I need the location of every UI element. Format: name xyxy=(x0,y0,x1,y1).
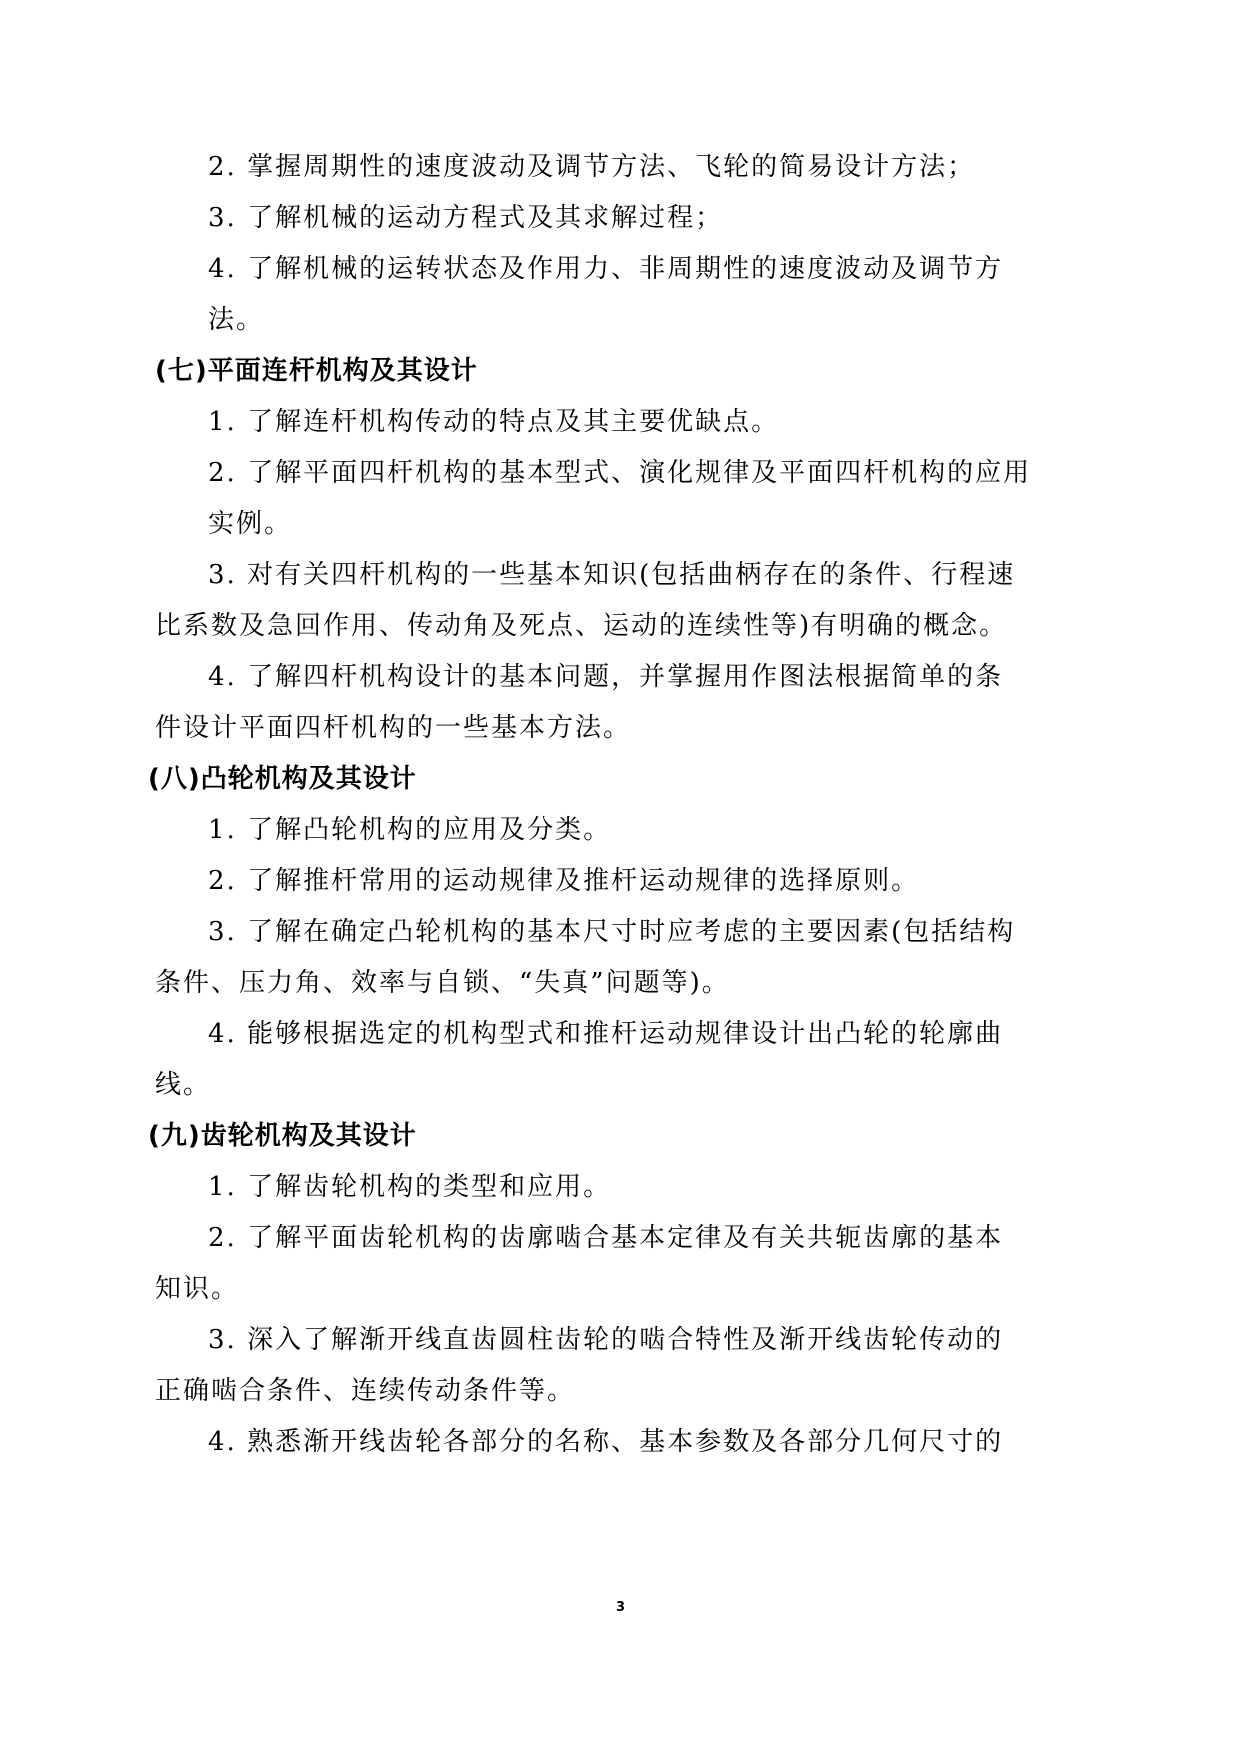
section-heading: (九)齿轮机构及其设计 xyxy=(148,1121,417,1151)
section-heading: (七)平面连杆机构及其设计 xyxy=(155,356,478,386)
list-item: 4. 了解四杆机构设计的基本问题，并掌握用作图法根据简单的条 xyxy=(208,662,1004,692)
list-item: 3. 深入了解渐开线直齿圆柱齿轮的啮合特性及渐开线齿轮传动的 xyxy=(208,1325,1004,1355)
list-item: 2. 了解平面齿轮机构的齿廓啮合基本定律及有关共轭齿廓的基本 xyxy=(208,1223,1004,1253)
list-item: 3. 了解机械的运动方程式及其求解过程； xyxy=(208,203,724,233)
list-item-continuation: 件设计平面四杆机构的一些基本方法。 xyxy=(155,713,632,743)
list-item-continuation: 条件、压力角、效率与自锁、“失真”问题等)。 xyxy=(155,968,730,998)
page-number: 3 xyxy=(615,1600,626,1615)
list-item-continuation: 比系数及急回作用、传动角及死点、运动的连续性等)有明确的概念。 xyxy=(155,611,1008,641)
list-item-continuation: 法。 xyxy=(208,305,265,335)
list-item: 4. 能够根据选定的机构型式和推杆运动规律设计出凸轮的轮廓曲 xyxy=(208,1019,1004,1049)
section-heading: (八)凸轮机构及其设计 xyxy=(148,764,417,794)
list-item: 4. 了解机械的运转状态及作用力、非周期性的速度波动及调节方 xyxy=(208,254,1004,284)
list-item: 2. 了解推杆常用的运动规律及推杆运动规律的选择原则。 xyxy=(208,866,920,896)
list-item: 2. 掌握周期性的速度波动及调节方法、飞轮的简易设计方法； xyxy=(208,152,976,182)
list-item: 3. 对有关四杆机构的一些基本知识(包括曲柄存在的条件、行程速 xyxy=(208,560,1016,590)
list-item: 3. 了解在确定凸轮机构的基本尺寸时应考虑的主要因素(包括结构 xyxy=(208,917,1016,947)
list-item-continuation: 知识。 xyxy=(155,1274,240,1304)
list-item: 1. 了解凸轮机构的应用及分类。 xyxy=(208,815,612,845)
list-item-continuation: 实例。 xyxy=(208,509,293,539)
list-item-continuation: 线。 xyxy=(155,1070,212,1100)
list-item-continuation: 正确啮合条件、连续传动条件等。 xyxy=(155,1376,576,1406)
list-item: 2. 了解平面四杆机构的基本型式、演化规律及平面四杆机构的应用 xyxy=(208,458,1032,488)
list-item: 1. 了解连杆机构传动的特点及其主要优缺点。 xyxy=(208,407,780,437)
list-item: 4. 熟悉渐开线齿轮各部分的名称、基本参数及各部分几何尺寸的 xyxy=(208,1427,1004,1457)
list-item: 1. 了解齿轮机构的类型和应用。 xyxy=(208,1172,612,1202)
